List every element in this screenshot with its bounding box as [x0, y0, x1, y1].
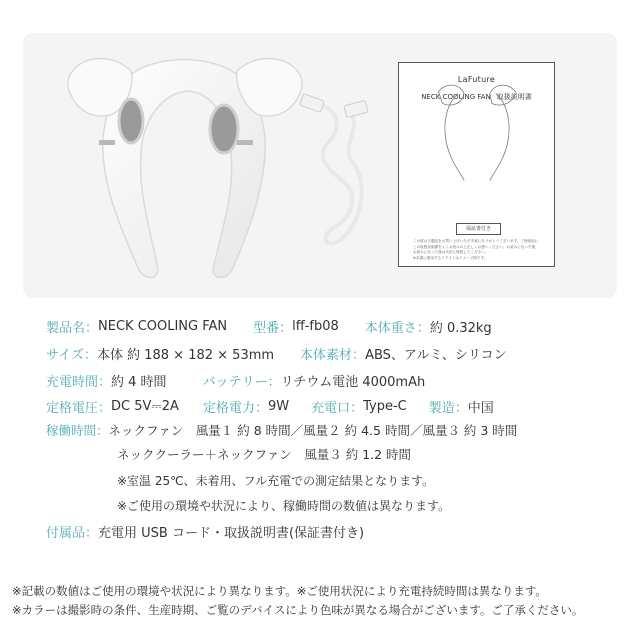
spec-row-2: サイズ： 本体 約 188 × 182 × 53mm 本体素材： ABS、アルミ、シリコン — [46, 347, 507, 363]
manual-notes: この度は当製品をお買い上げいただき誠にありがとうございます。ご使用前に この取扱説明書をよくお読みの上正しくお使いください。お読みになった後 お読みになった後は大切に保管してください。 ※本書に使用するイラストはイメージ図です。 — [413, 239, 539, 260]
footer-note-2: ※カラーは撮影時の条件、生産時期、ご覧のデバイスにより色味が異なる場合がございます。ご了承ください。 — [12, 603, 584, 617]
spec-row-4: 定格電圧： DC 5V⎓2A 定格電力： 9W 充電口： Type-C 製造： 中国 — [46, 398, 494, 416]
spec-note-1: ※室温 25℃、未着用、フル充電での測定結果となります。 — [117, 473, 435, 488]
manual-brand-logo: LaFuture — [457, 75, 496, 84]
spec-row-1: 製品名： NECK COOLING FAN 型番： lff-fb08 本体重さ： 約 0.32kg — [46, 318, 492, 336]
spec-row-accessories: 付属品： 充電用 USB コード・取扱説明書(保証書付き) — [46, 525, 365, 541]
spec-note-2: ※ご使用の環境や状況により、稼働時間の数値は異なります。 — [117, 498, 451, 513]
footer-note-1: ※記載の数値はご使用の環境や状況により異なります。※ご使用状況により充電持続時間は異なります。 — [12, 584, 547, 598]
spec-row-5: 稼働時間： ネックファン 風量１ 約 8 時間／風量２ 約 4.5 時間／風量３ 約 3 時間 — [46, 423, 518, 438]
spec-row-6: ネッククーラー＋ネックファン 風量３ 約 1.2 時間 — [117, 447, 412, 462]
manual-title: NECK COOLING FAN 取扱説明書 — [421, 93, 532, 101]
spec-row-3: 充電時間： 約 4 時間 バッテリー： リチウム電池 4000mAh — [46, 374, 426, 390]
warranty-label: 保証書付き — [456, 223, 501, 235]
